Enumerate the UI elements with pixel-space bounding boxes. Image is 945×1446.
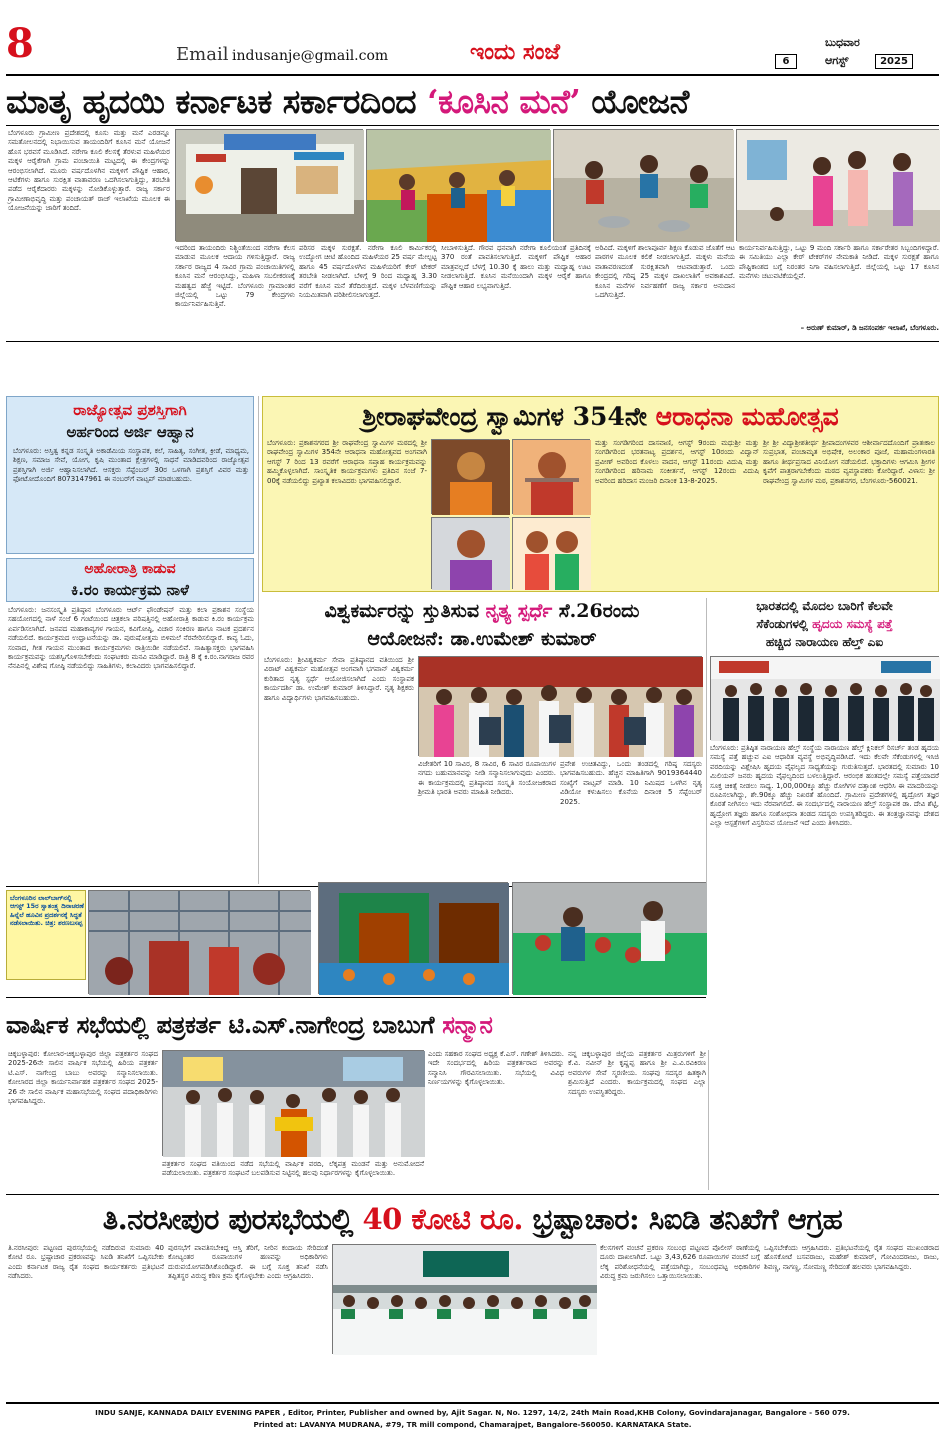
story1-headline-part3: ಯೋಜನೆ [580,82,689,121]
tnarasipura-col2: ಪುರಸಭೆಗೆ ಪಾವತಿಸಬೇಕಿದ್ದ ಆಸ್ತಿ ತೆರಿಗೆ, ನೀರಿನ ಕಂದಾಯ ಸೇರಿದಂತೆ ಕೋಟ್ಯಂತರ ರೂಪಾಯಿಗಳ ಹಣವನ್ನು ಅಧಿಕಾರಿಗಳು ದುರುಪಯೋಗಪಡಿಸಿಕೊಂಡಿದ್ದಾರೆ. ಈ ಬಗ್ಗೆ ಸೂಕ್ತ ತನಿಖೆ ನಡೆಸಿ ತಪ್ಪಿತಸ್ಥರ ವಿರುದ್ಧ ಕಠಿಣ ಕ್ರಮ ಕೈಗೊಳ್ಳಬೇಕು ಎಂದು ಆಗ್ರಹಿಸಿದರು. [168,1244,328,1281]
footer-imprint-line2: Printed at: LAVANYA MUDRANA, #79, TR mill compond, Chamarajpet, Bangalore-560050. KARNATAKA State. [253,1420,692,1429]
lalbagh-flower-structure-photo [318,882,508,994]
narayana-headline-highlight: ಹೃದಯ ಸಮಸ್ಯೆ ಪತ್ತೆ [812,617,893,631]
masthead [0,0,945,78]
sanmana-col1: ಚಿಕ್ಕಬಳ್ಳಾಪುರ: ಕೋಲಾರ-ಚಿಕ್ಕಬಳ್ಳಾಪುರ ಜಿಲ್ಲಾ ಪತ್ರಕರ್ತರ ಸಂಘದ 2025-26ನೇ ಸಾಲಿನ ವಾರ್ಷಿಕ ಸಭೆಯಲ್ಲಿ ಹಿರಿಯ ಪತ್ರಕರ್ತ ಟಿ.ಎಸ್. ನಾಗೇಂದ್ರ ಬಾಬು ಅವರನ್ನು ಸನ್ಮಾನಿಸಲಾಯಿತು. ಕೋಲಾರದ ಜಿಲ್ಲಾ ಕಾರ್ಯನಿರ್ವಾಹಕ ಪತ್ರಕರ್ತರ ಸಂಘದ 2025-26 ನೇ ಸಾಲಿನ ವಾರ್ಷಿಕ ಮಹಾಸಭೆಯಲ್ಲಿ ಸಂಘದ ಪದಾಧಿಕಾರಿಗಳು ಭಾಗವಹಿಸಿದ್ದರು. [8,1050,158,1106]
narayana-body: ಬೆಂಗಳೂರು: ಪ್ರತಿಷ್ಠಿತ ನಾರಾಯಣ ಹೆಲ್ತ್ ಸಂಸ್ಥೆಯ ನಾರಾಯಣ ಹೆಲ್ತ್ ಕ್ಲಿನಿಕಲ್ ರಿಸರ್ಚ್ ತಂಡ ಹೃದಯ ಸಮಸ್ಯೆ ಪತ್ತೆ ಹಚ್ಚುವ ಎಐ ಆಧಾರಿತ ವ್ಯವಸ್ಥೆ ಅಭಿವೃದ್ಧಿಪಡಿಸಿದೆ. ಇದು ಕೆಲವೇ ಸೆಕೆಂಡುಗಳಲ್ಲಿ ಇಸಿಜಿ ವರದಿಯನ್ನು ವಿಶ್ಲೇಷಿಸಿ ಹೃದಯ ವೈಫಲ್ಯದ ಸಾಧ್ಯತೆಯನ್ನು ಗುರುತಿಸುತ್ತದೆ. ಭಾರತದಲ್ಲಿ ಸುಮಾರು 10 ಮಿಲಿಯನ್ ಜನರು ಹೃದಯ ವೈಫಲ್ಯದಿಂದ ಬಳಲುತ್ತಿದ್ದಾರೆ. ಆರಂಭಿಕ ಹಂತದಲ್ಲೇ ಸಮಸ್ಯೆ ಪತ್ತೆಯಾದರೆ ಸೂಕ್ತ ಚಿಕಿತ್ಸೆ ನೀಡಲು ಸಾಧ್ಯ. 1,00,000ಕ್ಕೂ ಹೆಚ್ಚು ರೋಗಿಗಳ ದತ್ತಾಂಶ ಆಧರಿಸಿ ಈ ಮಾದರಿಯನ್ನು ರೂಪಿಸಲಾಗಿದ್ದು, ಶೇ.90ಕ್ಕೂ ಹೆಚ್ಚು ನಿಖರತೆ ಹೊಂದಿದೆ. ಗ್ರಾಮೀಣ ಪ್ರದೇಶಗಳಲ್ಲಿ ಹೃದ್ರೋಗ ತಜ್ಞರ ಕೊರತೆ ನೀಗಿಸಲು ಇದು ನೆರವಾಗಲಿದೆ. ಈ ಸಂದರ್ಭದಲ್ಲಿ ನಾರಾಯಣ ಹೆಲ್ತ್ ಸಂಸ್ಥಾಪಕ ಡಾ. ದೇವಿ ಶೆಟ್ಟಿ, ಹೃದ್ರೋಗ ತಜ್ಞರು ಹಾಗೂ ಸಂಶೋಧನಾ ತಂಡದ ಸದಸ್ಯರು ಉಪಸ್ಥಿತರಿದ್ದರು. ಈ ತಂತ್ರಜ್ಞಾನವನ್ನು ದೇಶದ ಎಲ್ಲಾ ಆಸ್ಪತ್ರೆಗಳಿಗೆ ವಿಸ್ತರಿಸುವ ಯೋಜನೆ ಇದೆ ಎಂದು ತಿಳಿಸಿದರು. [710,744,939,828]
narayana-headline-line3: ಹಚ್ಚಿದ ನಾರಾಯಣ ಹೆಲ್ತ್ ಎಐ [765,635,884,649]
masthead-rule [6,74,939,76]
narayana-headline-line2 [710,616,939,633]
story1-col2: ಇದರಿಂದ ತಾಯಂದಿರು ನಿಶ್ಚಿಂತೆಯಿಂದ ನರೇಗಾ ಕೆಲಸ ಮಾಡುವ ಮೂಲಕ ಆದಾಯ ಗಳಿಸುತ್ತಿದ್ದಾರೆ. ರಾಜ್ಯ ಸರ್ಕಾರ ರಾಜ್ಯದ 4 ಸಾವಿರ ಗ್ರಾಮ ಪಂಚಾಯಿತಿಗಳಲ್ಲಿ ಕೂಸಿನ ಮನೆ ಆರಂಭಿಸಿದ್ದು, ಮಹಿಳಾ ಸಬಲೀಕರಣಕ್ಕೆ ಮಹತ್ವದ ಹೆಜ್ಜೆ ಇಟ್ಟಿದೆ. ಬೆಂಗಳೂರು ಗ್ರಾಮಾಂತರ ಜಿಲ್ಲೆಯಲ್ಲಿ ಒಟ್ಟು 79 ಕೇಂದ್ರಗಳು ಕಾರ್ಯನಿರ್ವಹಿಸುತ್ತಿವೆ. [175,244,295,309]
children-eating-photo [553,129,733,241]
lalbagh-flower-arrangement-photo [512,882,706,994]
paper-name: ಇಂದು ಸಂಜೆ [470,40,561,65]
tnarasipura-col1: ತಿ.ನರಸೀಪುರ: ಪಟ್ಟಣದ ಪುರಸಭೆಯಲ್ಲಿ ನಡೆದಿರುವ ಸುಮಾರು 40 ಕೋಟಿ ರೂ. ಭ್ರಷ್ಟಾಚಾರ ಪ್ರಕರಣವನ್ನು ಸಿಐಡಿ ತನಿಖೆಗೆ ಒಪ್ಪಿಸಬೇಕು ಎಂದು ಕರ್ನಾಟಕ ರಾಜ್ಯ ರೈತ ಸಂಘದ ಕಾರ್ಯಕರ್ತರು ಪ್ರತಿಭಟನೆ ನಡೆಸಿದರು. [8,1244,164,1281]
story1-col3: ಪರಿಸರ ಮಕ್ಕಳ ಸುರಕ್ಷತೆ. ನರೇಗಾ ಕೂಲಿ ಕಾರ್ಮಿಕರಲ್ಲಿ ಉದ್ಯೋಗ ಚೀಟಿ ಹೊಂದಿದ ಮಹಿಳೆಯರ 25 ವರ್ಷ ಮೇಲ್ಪಟ್ಟ ಹಾಗೂ 45 ವರ್ಷದೊಳಗಿನ ಮಹಿಳೆಯರಿಗೆ ಕೇರ್ ಟೇಕರ್ ತರಬೇತಿ ನೀಡಲಾಗಿದೆ. ಬೆಳಿಗ್ಗೆ 9 ರಿಂದ ಮಧ್ಯಾಹ್ನ 3.30 ವರೆಗೆ ಕೂಸಿನ ಮನೆ ತೆರೆದಿರುತ್ತದೆ. ಮಕ್ಕಳ ಬೆಳವಣಿಗೆಯನ್ನು ನಿಯಮಿತವಾಗಿ ಪರಿಶೀಲಿಸಲಾಗುತ್ತದೆ. [299,244,437,300]
lalbagh-caption-box [6,890,86,980]
tnarasipura-headline-part3: ಭ್ರಷ್ಟಾಚಾರ: ಸಿಐಡಿ ತನಿಖೆಗೆ ಆಗ್ರಹ [522,1202,843,1236]
flute-artist-photo [512,439,590,514]
rule [6,1194,939,1195]
tnarasipura-headline [6,1198,939,1240]
rajyotsava-title: ರಾಜ್ಯೋತ್ಸವ ಪ್ರಶಸ್ತಿಗಾಗಿ [73,401,187,419]
sanmana-col2: ಎಂದು ಸಹಕಾರ ಸಂಘದ ಅಧ್ಯಕ್ಷ ಕೆ.ಎಸ್. ಗಣೇಶ್ ತಿಳಿಸಿದರು. ಇದೇ ಸಂದರ್ಭದಲ್ಲಿ ಹಿರಿಯ ಪತ್ರಕರ್ತರಾದ ಅವರನ್ನು ಸನ್ಮಾನಿಸಿ ಗೌರವಿಸಲಾಯಿತು. ಸಭೆಯಲ್ಲಿ ವಿವಿಧ ನಿರ್ಣಯಗಳನ್ನು ಕೈಗೊಳ್ಳಲಾಯಿತು. [428,1050,564,1087]
nritya-poster-release-photo [418,656,702,756]
raghavendra-box [262,396,939,592]
story1-col4: ಸೀಬಾಳಿಸುತ್ತಿದೆ. ಗೌರವ ಧನವಾಗಿ ನರೇಗಾ ಕೂಲಿಯಂತೆ ಪ್ರತಿದಿನಕ್ಕೆ 370 ರಂತೆ ಪಾವತಿಸಲಾಗುತ್ತಿದೆ. ಮಕ್ಕಳಿಗೆ ಪೌಷ್ಟಿಕ ಆಹಾರ ಮಾತ್ರವಲ್ಲದೆ ಬೆಳಗ್ಗೆ 10.30 ಕ್ಕೆ ಹಾಲು ಮತ್ತು ಮಧ್ಯಾಹ್ನ ಊಟ ನೀಡಲಾಗುತ್ತಿದೆ. ಕೂಸಿನ ಮನೆಯಿಂದಾಗಿ ಮಕ್ಕಳ ಆರೈಕೆ ಹಾಗೂ ಪೌಷ್ಟಿಕ ಆಹಾರ ಲಭ್ಯವಾಗುತ್ತಿದೆ. [441,244,591,290]
story1-col5: ಅರಿವಿದೆ. ಮಕ್ಕಳಿಗೆ ಶಾಲಾಪೂರ್ವ ಶಿಕ್ಷಣ ಕೊಡುವ ಜೊತೆಗೆ ಆಟ ಪಾಠಗಳ ಮೂಲಕ ಕಲಿಕೆ ನೀಡಲಾಗುತ್ತಿದೆ. ಮಕ್ಕಳು ಮನೆಯ ವಾತಾವರಣದಂತೆ ಸುರಕ್ಷಿತವಾಗಿ ಆಟವಾಡುತ್ತಾರೆ. ಒಂದು ಕೇಂದ್ರದಲ್ಲಿ ಗರಿಷ್ಠ 25 ಮಕ್ಕಳ ದಾಖಲಾತಿಗೆ ಅವಕಾಶವಿದೆ. ಕೂಸಿನ ಮನೆಗಳ ನಿರ್ವಹಣೆಗೆ ರಾಜ್ಯ ಸರ್ಕಾರ ಅನುದಾನ ಒದಗಿಸುತ್ತಿದೆ. [595,244,735,300]
rule [6,997,706,998]
tnarasipura-protest-photo [332,1244,596,1354]
column-divider [258,396,259,884]
nritya-col-a: ವಿಜೇತರಿಗೆ 10 ಸಾವಿರ, 8 ಸಾವಿರ, 6 ಸಾವಿರ ರೂಪಾಯಿಗಳ ನಗದು ಬಹುಮಾನವನ್ನು ನೀಡಿ ಸನ್ಮಾನಿಸಲಾಗುವುದು ಎಂದರು. ಈ ಕಾರ್ಯಕ್ರಮದಲ್ಲಿ ಪ್ರತಿಷ್ಠಾನದ ಸಂಸ್ಕೃತಿ ಸಂಯೋಜಕರಾದ ಶ್ರೀಮತಿ ಭಾರತಿ ಅವರು ಮಾಹಿತಿ ನೀಡಿದರು. [418,760,556,797]
swamiji-photo [431,439,509,514]
nritya-col-b: ಪ್ರವೇಶ ಉಚಿತವಿದ್ದು, ಒಂದು ತಂಡದಲ್ಲಿ ಗರಿಷ್ಠ ಸದಸ್ಯರು ಭಾಗವಹಿಸಬಹುದು. ಹೆಚ್ಚಿನ ಮಾಹಿತಿಗಾಗಿ 9019364440 ಸಂಖ್ಯೆಗೆ ವಾಟ್ಸಪ್ ಮಾಡಿ. 10 ನಿಮಿಷದ ಒಳಗಿನ ನೃತ್ಯ ವಿಡಿಯೋ ಕಳುಹಿಸಲು ಕೊನೆಯ ದಿನಾಂಕ 5 ಸೆಪ್ಟೆಂಬರ್ 2025. [560,760,702,806]
date-year: 2025 [875,54,913,69]
story1-col6: ಕಾರ್ಯನಿರ್ವಹಿಸುತ್ತಿದ್ದು, ಒಟ್ಟು 9 ಮಂದಿ ಸರ್ಕಾರಿ ಹಾಗೂ ಸರ್ಕಾರೇತರ ಸಿಬ್ಬಂದಿಗಳಿದ್ದಾರೆ. ಈ ಸಮಿತಿಯು ಎಲ್ಲಾ ಕೇರ್ ಟೇಕರ್‌ಗಳ ನೇಮಕಾತಿ ನೀಡಿದೆ. ಮಕ್ಕಳ ಸುರಕ್ಷತೆ ಹಾಗೂ ಪೌಷ್ಟಿಕಾಂಶದ ಬಗ್ಗೆ ನಿರಂತರ ನಿಗಾ ವಹಿಸಲಾಗುತ್ತಿದೆ. ಜಿಲ್ಲೆಯಲ್ಲಿ ಒಟ್ಟು 17 ಕೂಸಿನ ಮನೆಗಳು ಚಟುವಟಿಕೆಯಲ್ಲಿವೆ. [739,244,939,281]
rajyotsava-subtitle: ಅರ್ಹರಿಂದ ಅರ್ಜಿ ಆಹ್ವಾನ [66,423,194,441]
nritya-headline-line1 [262,598,702,624]
raghavendra-title [263,399,938,435]
children-playing-photo [366,129,550,241]
narayana-headline-part1: ಸೆಕೆಂಡುಗಳಲ್ಲಿ [756,617,813,631]
lalbagh-caption: ಬೆಂಗಳೂರಿನ ಲಾಲ್‌ಬಾಗ್‌ನಲ್ಲಿ ಆಗಸ್ಟ್ 15ರ ಸ್ವಾತಂತ್ರ್ಯ ದಿನಾಚರಣೆ ಹಿನ್ನೆಲೆ ಹೂವಿನ ಪ್ರದರ್ಶನಕ್ಕೆ ಸಿದ್ಧತೆ ನಡೆಸಲಾಯಿತು. ಚಿತ್ರ: ಶರಣಬಸಪ್ಪ [10,894,84,928]
narayana-headline-line1: ಭಾರತದಲ್ಲಿ ಮೊದಲ ಬಾರಿಗೆ ಕೆಲವೇ [756,599,893,613]
nritya-headline-line2: ಆಯೋಜನೆ: ಡಾ.ಉಮೇಶ್ ಕುಮಾರ್ [367,628,597,650]
ahoratri-box [6,558,254,602]
story1-headline-part1: ಮಾತೃ ಹೃದಯಿ ಕರ್ನಾಟಕ ಸರ್ಕಾರದಿಂದ [6,82,428,121]
nritya-headline-part1: ವಿಶ್ವಕರ್ಮರನ್ನು ಸ್ತುತಿಸುವ [324,600,486,622]
raghavendra-col2: ಮತ್ತು ಸಂಗಡಿಗರಿಂದ ದಾಸವಾಣಿ, ಆಗಸ್ಟ್ 9ರಂದು ಮಧುಶ್ರೀ ಮತ್ತು ಸಂಗಡಿಗರಿಂದ ಭರತನಾಟ್ಯ ಪ್ರದರ್ಶನ, ಆಗಸ್ಟ್ 10ರಂದು ವಿದ್ವಾನ್ ಪ್ರವೀಣ್ ಅವರಿಂದ ಕೊಳಲು ವಾದನ, ಆಗಸ್ಟ್ 11ರಂದು ವಿದುಷಿ ಮತ್ತು ಸಂಗಡಿಗರಿಂದ ಹರಿನಾಮ ಸಂಕೀರ್ತನೆ, ಆಗಸ್ಟ್ 12ರಂದು ವಿದುಷಿ ಅವರಿಂದ ಹರಿದಾಸ ಮಂಜರಿ ದಿನಾಂಕ 13-8-2025. [595,439,759,485]
sanmana-headline [6,1008,706,1042]
page-number: 8 [6,20,34,67]
tnarasipura-col4: ಒಪ್ಪಿಸಬೇಕೆಂದು ಆಗ್ರಹಿಸಿದರು. ಪ್ರತಿಭಟನೆಯಲ್ಲಿ ರೈತ ಸಂಘದ ಮುಖಂಡರಾದ ಹೊಸಕೋಟೆ ಬಸವರಾಜು, ಮಹೇಶ್ ಕುಮಾರ್, ಗೋವಿಂದರಾಜು, ರಾಜು, ಶಿವಣ್ಣ, ನಾಗಣ್ಣ, ಸೋಮಣ್ಣ ಸೇರಿದಂತೆ ಹಲವರು ಭಾಗವಹಿಸಿದ್ದರು. [764,1244,939,1271]
footer-imprint-line1: INDU SANJE, KANNADA DAILY EVENING PAPER , Editor, Printer, Publisher and owned by, Ajit Sagar. N, No. 1297, 14/2, 24th Main Road,KHB Colony, Govindarajanagar, Bangalore - 560 079. [95,1408,850,1417]
rajyotsava-box [6,396,254,554]
ahoratri-title: ಅಹೋರಾತ್ರಿ ಕಾಡುವ [84,561,176,577]
tnarasipura-headline-part1: ತಿ.ನರಸೀಪುರ ಪುರಸಭೆಯಲ್ಲಿ [102,1202,363,1236]
singer-photo [431,517,509,589]
officials-visit-photo [736,129,939,241]
sanmana-col3: ನನ್ನ ಚಿಕ್ಕಬಳ್ಳಾಪುರ ಜಿಲ್ಲೆಯ ಪತ್ರಕರ್ತರ ಮಿತ್ರರುಗಳಿಗೆ ಶ್ರೀ ಕೆ.ವಿ. ನವೀನ್ ಶ್ರೀ ಕೃಷ್ಣಪ್ಪ ಹಾಗೂ ಶ್ರೀ ಎ.ವಿ.ರವಿಕಿರಣ ಅವರುಗಳ ಸೇವೆ ಸ್ಮರಣೀಯ. ಸಂಘವು ಸದಸ್ಯರ ಹಿತಕ್ಕಾಗಿ ಶ್ರಮಿಸುತ್ತಿದೆ ಎಂದರು. ಕಾರ್ಯಕ್ರಮದಲ್ಲಿ ಸಂಘದ ಎಲ್ಲಾ ಸದಸ್ಯರು ಉಪಸ್ಥಿತರಿದ್ದರು. [568,1050,706,1096]
column-divider [706,598,707,884]
nritya-col-left: ಬೆಂಗಳೂರು: ಶ್ರೀವಿಶ್ವಕರ್ಮ ಸೇವಾ ಪ್ರತಿಷ್ಠಾನದ ವತಿಯಿಂದ ಶ್ರೀ ವಿರಾಟ್ ವಿಶ್ವಕರ್ಮ ಮಹೋತ್ಸವ ಅಂಗವಾಗಿ ಭಗವಾನ್ ವಿಶ್ವಕರ್ಮ ಕುರಿತಾದ ನೃತ್ಯ ಸ್ಪರ್ಧೆ ಆಯೋಜಿಸಲಾಗಿದೆ ಎಂದು ಸಂಸ್ಥಾಪಕ ಕಾರ್ಯದರ್ಶಿ ಡಾ. ಉಮೇಶ್ ಕುಮಾರ್ ತಿಳಿಸಿದ್ದಾರೆ. ನೃತ್ಯ ಶಿಕ್ಷಕರು ಹಾಗೂ ವಿದ್ಯಾರ್ಥಿಗಳು ಭಾಗವಹಿಸಬಹುದು. [264,656,414,702]
tnarasipura-headline-highlight: 40 ಕೋಟಿ ರೂ. [362,1202,523,1236]
sanmana-headline-part1: ವಾರ್ಷಿಕ ಸಭೆಯಲ್ಲಿ ಪತ್ರಕರ್ತ ಟಿ.ಎಸ್.ನಾಗೇಂದ್ರ ಬಾಬುಗೆ [6,1010,443,1039]
ahoratri-subtitle: ಕಿ.ರಂ ಕಾರ್ಯಕ್ರಮ ನಾಳೆ [71,581,189,599]
rajyotsava-body: ಬೆಂಗಳೂರು: ಅಸ್ತಿತ್ವ ಕನ್ನಡ ಸಂಸ್ಕೃತಿ ಅಕಾಡೆಮಿಯ ಸಂಸ್ಥಾಪಕ, ಕಲೆ, ಸಾಹಿತ್ಯ, ಸಂಗೀತ, ಕ್ರೀಡೆ, ಮಾಧ್ಯಮ, ಶಿಕ್ಷಣ, ಸಮಾಜ ಸೇವೆ, ಯೋಗ, ಕೃಷಿ ಮುಂತಾದ ಕ್ಷೇತ್ರಗಳಲ್ಲಿ ಸಾಧನೆ ಮಾಡಿದವರಿಂದ ರಾಜ್ಯೋತ್ಸವ ಪ್ರಶಸ್ತಿಗಾಗಿ ಅರ್ಜಿ ಆಹ್ವಾನಿಸಲಾಗಿದೆ. ಆಸಕ್ತರು ಸೆಪ್ಟೆಂಬರ್ 30ರ ಒಳಗಾಗಿ ಪ್ರಶಸ್ತಿಗೆ ವಿವರ ಮತ್ತು ಫೋಟೋದೊಂದಿಗೆ 8073147961 ಈ ನಂಬರ್‌ಗೆ ವಾಟ್ಸಪ್ ಮಾಡಬಹುದು. [13,447,249,484]
story1-headline [6,80,939,124]
rule [6,341,939,342]
nritya-headline-highlight: ನೃತ್ಯ ಸ್ಪರ್ಧೆ [485,600,553,622]
footer-rule [6,1402,939,1404]
date-box [775,36,915,70]
sanmana-headline-highlight: ಸನ್ಮಾನ [442,1010,493,1039]
dancer-duo-photo [512,517,590,589]
date-month: ಆಗಸ್ಟ್ [825,54,849,67]
email-label: Email [176,44,229,65]
ahoratri-body: ಬೆಂಗಳೂರು: ಜನಸಂಸ್ಕೃತಿ ಪ್ರತಿಷ್ಠಾನ ಬೆಂಗಳೂರು ಆರ್ಟ್ ಫೌಂಡೇಷನ್ ಮತ್ತು ಕಲಾ ಪ್ರಕಾಶನ ಸಂಸ್ಥೆಯ ಸಹಯೋಗದಲ್ಲಿ ನಾಳೆ ಸಂಜೆ 6 ಗಂಟೆಯಿಂದ ಚಿತ್ರಕಲಾ ಪರಿಷತ್ತಿನಲ್ಲಿ ಅಹೋರಾತ್ರಿ ಕಾಡುವ ಕಿ.ರಂ ಕಾರ್ಯಕ್ರಮ ಏರ್ಪಡಿಸಲಾಗಿದೆ. ಜನಪದ ಮಹಾಕಾವ್ಯಗಳ ಗಾಯನ, ಕವಿಗೋಷ್ಠಿ, ವಿಚಾರ ಸಂಕಿರಣ ಹಾಗೂ ನಾಟಕ ಪ್ರದರ್ಶನ ನಡೆಯಲಿದೆ. ಕಾರ್ಯಕ್ರಮದ ಉದ್ಘಾಟನೆಯನ್ನು ಡಾ. ಪುರುಷೋತ್ತಮ ಬಿಳಿಮಲೆ ನೆರವೇರಿಸಲಿದ್ದಾರೆ. ಕಾವ್ಯ ಓದು, ಸಂವಾದ, ಗೀತ ಗಾಯನ ಮುಂತಾದ ಕಾರ್ಯಕ್ರಮಗಳು ರಾತ್ರಿಯಿಡೀ ನಡೆಯಲಿವೆ. ಸಾಹಿತ್ಯಾಸಕ್ತರು ಭಾಗವಹಿಸಿ ಕಾರ್ಯಕ್ರಮವನ್ನು ಯಶಸ್ವಿಗೊಳಿಸಬೇಕೆಂದು ಸಂಘಟಕರು ಮನವಿ ಮಾಡಿದ್ದಾರೆ. ರಾತ್ರಿ 8 ಕ್ಕೆ ಕಿ.ರಂ.ನಾಗರಾಜ ರವರ ನೆನಪಿನಲ್ಲಿ ವಿಶೇಷ ಗೋಷ್ಠಿ ನಡೆಯಲಿದ್ದು ಸಾಹಿತಿಗಳು, ಕಲಾವಿದರು ಭಾಗವಹಿಸಲಿದ್ದಾರೆ. [8,606,254,671]
masthead-logo [470,40,630,70]
column-divider [708,1050,709,1190]
story1-byline: – ಅರುಣ್ ಕುಮಾರ್, ಡಿ ಜನಸಂಪರ್ಕ ಇಲಾಖೆ, ಬೆಂಗಳೂರು. [800,324,939,332]
raghavendra-title-highlight: ಆರಾಧನಾ ಮಹೋತ್ಸವ [655,402,839,431]
date-day: 6 [775,54,797,69]
rule [6,125,939,126]
lalbagh-glasshouse-photo [88,890,310,994]
raghavendra-title-part1: ಶ್ರೀರಾಘವೇಂದ್ರ ಸ್ವಾಮಿಗಳ 354ನೇ [362,402,656,431]
sanmana-col4: ಪತ್ರಕರ್ತರ ಸಂಘದ ವತಿಯಿಂದ ನಡೆದ ಸಭೆಯಲ್ಲಿ ವಾರ್ಷಿಕ ವರದಿ, ಲೆಕ್ಕಪತ್ರ ಮಂಡನೆ ಮತ್ತು ಅನುಮೋದನೆ ಪಡೆಯಲಾಯಿತು. ಪತ್ರಕರ್ತರ ಸಂಘಟನೆ ಬಲಪಡಿಸುವ ನಿಟ್ಟಿನಲ್ಲಿ ಹಲವು ನಿರ್ಧಾರಗಳನ್ನು ಕೈಗೊಳ್ಳಲಾಯಿತು. [162,1160,424,1178]
tnarasipura-col3: ಕೆಲಸಗಳಿಗೆ ವಂಚನೆ ಪ್ರಕರಣ ಸಂಬಂಧ ಪಟ್ಟಣದ ಪೊಲೀಸ್ ಠಾಣೆಯಲ್ಲಿ ದೂರು ದಾಖಲಾಗಿದೆ. ಒಟ್ಟು 3,43,626 ರೂಪಾಯಿಗಳ ವಂಚನೆ ಬಗ್ಗೆ ಲೆಕ್ಕ ಪರಿಶೋಧನೆಯಲ್ಲಿ ಪತ್ತೆಯಾಗಿದ್ದು, ಸಂಬಂಧಪಟ್ಟ ಅಧಿಕಾರಿಗಳ ವಿರುದ್ಧ ಕ್ರಮ ಜರುಗಿಸಲು ಒತ್ತಾಯಿಸಲಾಯಿತು. [600,1244,760,1281]
raghavendra-col3: ಶ್ರೀ ಶ್ರೀ ವಿದ್ಯಾಶ್ರೀಶತೀರ್ಥ ಶ್ರೀಪಾದಂಗಳವರ ಆಶೀರ್ವಾದದೊಂದಿಗೆ ಪ್ರಾತಃಕಾಲ ಸುಪ್ರಭಾತ, ಪಂಚಾಮೃತ ಅಭಿಷೇಕ, ಅಲಂಕಾರ ಪೂಜೆ, ಮಹಾಮಂಗಳಾರತಿ ಹಾಗೂ ತೀರ್ಥಪ್ರಸಾದ ವಿನಿಯೋಗ ನಡೆಯಲಿದೆ. ಭಕ್ತಾದಿಗಳು ಆಗಮಿಸಿ ಶ್ರೀಗಳ ಕೃಪೆಗೆ ಪಾತ್ರರಾಗಬೇಕೆಂದು ಮಠದ ವ್ಯವಸ್ಥಾಪಕರು ಕೋರಿದ್ದಾರೆ. ವಿಳಾಸ: ಶ್ರೀ ರಾಘವೇಂದ್ರ ಸ್ವಾಮಿಗಳ ಮಠ, ಪ್ರಕಾಶನಗರ, ಬೆಂಗಳೂರು-560021. [763,439,935,485]
email-address[interactable]: indusanje@gmail.com [232,48,389,64]
nritya-headline-part3: ಸೆ.26ರಂದು [552,600,640,622]
koosina-mane-building-photo [175,129,363,241]
narayana-launch-photo [710,656,939,740]
sanmana-felicitation-photo [162,1050,424,1156]
story1-col1: ಬೆಂಗಳೂರು ಗ್ರಾಮೀಣ ಪ್ರದೇಶದಲ್ಲಿ ಕೂಸು ಮತ್ತು ಮನೆ ಎರಡನ್ನೂ ಸಮತೋಲನದಲ್ಲಿ ನಿಭಾಯಿಸುವ ತಾಯಂದಿರಿಗೆ ಕೂಸಿನ ಮನೆ ಯೋಜನೆ ಹೊಸ ಭರವಸೆ ಮೂಡಿಸಿದೆ. ನರೇಗಾ ಕೂಲಿ ಕೆಲಸಕ್ಕೆ ತೆರಳುವ ಮಹಿಳೆಯರ ಮಕ್ಕಳ ಆರೈಕೆಗಾಗಿ ಗ್ರಾಮ ಪಂಚಾಯಿತಿ ಮಟ್ಟದಲ್ಲಿ ಈ ಕೇಂದ್ರಗಳನ್ನು ಆರಂಭಿಸಲಾಗಿದೆ. ಮೂರು ವರ್ಷದೊಳಗಿನ ಮಕ್ಕಳಿಗೆ ಪೌಷ್ಟಿಕ ಆಹಾರ, ಆಟಿಕೆಗಳು ಹಾಗೂ ಸುರಕ್ಷಿತ ವಾತಾವರಣ ಒದಗಿಸಲಾಗುತ್ತಿದ್ದು, ತರಬೇತಿ ಪಡೆದ ಆರೈಕೆದಾರರು ಮಕ್ಕಳನ್ನು ನೋಡಿಕೊಳ್ಳುತ್ತಾರೆ. ರಾಜ್ಯ ಸರ್ಕಾರ ಗ್ರಾಮೀಣಾಭಿವೃದ್ಧಿ ಮತ್ತು ಪಂಚಾಯತ್ ರಾಜ್ ಇಲಾಖೆಯ ಮೂಲಕ ಈ ಯೋಜನೆಯನ್ನು ಜಾರಿಗೆ ತಂದಿದೆ. [8,129,170,213]
story1-headline-highlight: ‘ಕೂಸಿನ ಮನೆ’ [427,82,581,121]
weekday: ಬುಧವಾರ [825,36,860,49]
raghavendra-col1: ಬೆಂಗಳೂರು: ಪ್ರಕಾಶನಗರದ ಶ್ರೀ ರಾಘವೇಂದ್ರ ಸ್ವಾಮಿಗಳ ಮಠದಲ್ಲಿ ಶ್ರೀ ರಾಘವೇಂದ್ರ ಸ್ವಾಮಿಗಳ 354ನೇ ಆರಾಧನಾ ಮಹೋತ್ಸವದ ಅಂಗವಾಗಿ ಆಗಸ್ಟ್ 7 ರಿಂದ 13 ರವರೆಗೆ ಆರಾಧನಾ ಸಪ್ತಾಹ ಕಾರ್ಯಕ್ರಮವನ್ನು ಹಮ್ಮಿಕೊಳ್ಳಲಾಗಿದೆ. ಸಾಂಸ್ಕೃತಿಕ ಕಾರ್ಯಕ್ರಮಗಳು ಪ್ರತಿದಿನ ಸಂಜೆ 7-00ಕ್ಕೆ ನಡೆಯಲಿದ್ದು ಪ್ರಖ್ಯಾತ ಕಲಾವಿದರು ಭಾಗವಹಿಸಲಿದ್ದಾರೆ. [267,439,427,485]
